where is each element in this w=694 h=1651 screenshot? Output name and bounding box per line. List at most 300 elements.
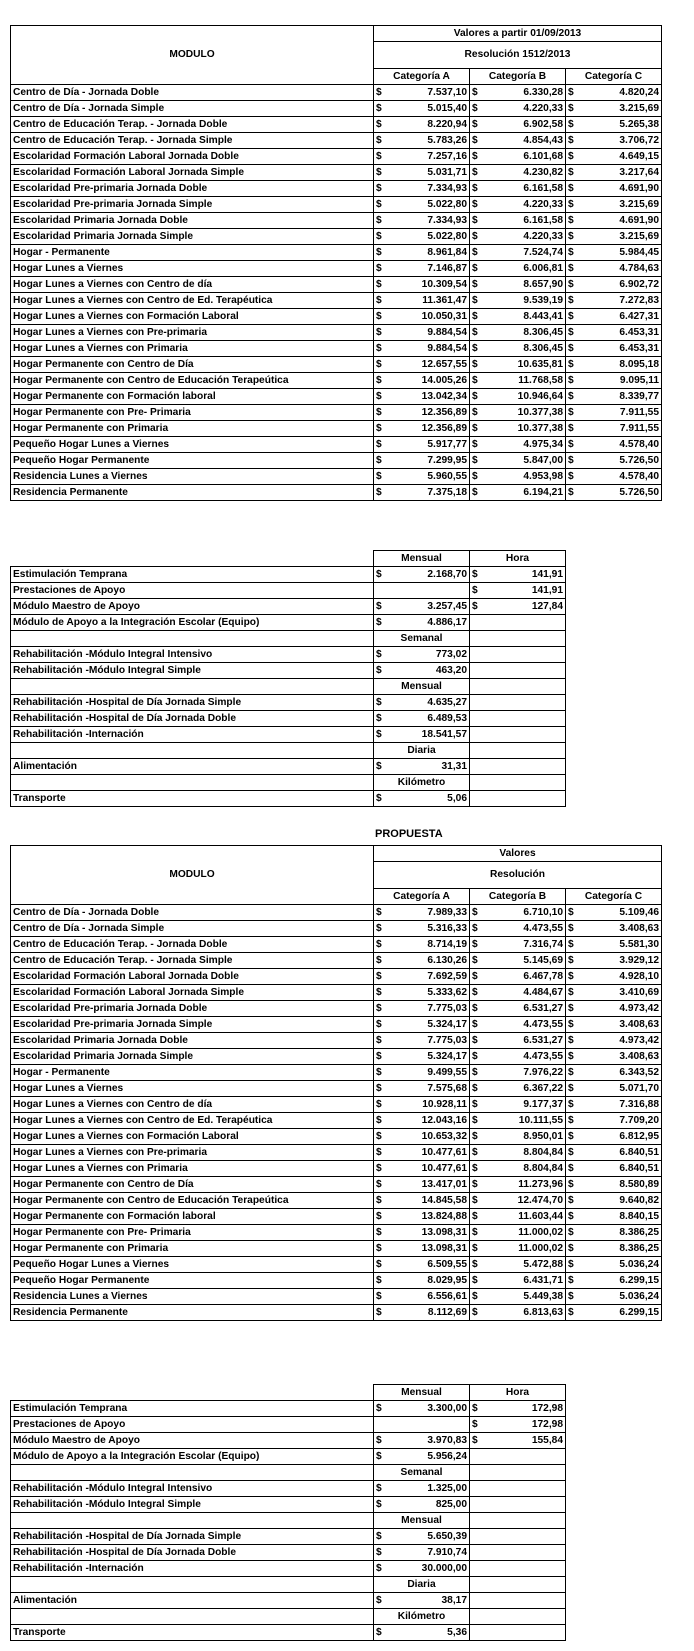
currency-symbol: $ <box>470 1257 486 1273</box>
table-row <box>11 213 662 229</box>
currency-symbol: $ <box>470 599 486 615</box>
table-row <box>11 197 662 213</box>
category-b-value: 8.443,41 <box>486 309 566 325</box>
category-a-value: 7.375,18 <box>390 485 470 501</box>
table-row <box>11 341 662 357</box>
currency-symbol: $ <box>470 985 486 1001</box>
transporte-row <box>11 1625 566 1641</box>
table-row <box>11 1241 662 1257</box>
category-a-value: 7.334,93 <box>390 181 470 197</box>
category-b-value: 8.306,45 <box>486 341 566 357</box>
row-label: Pequeño Hogar Permanente <box>11 453 374 469</box>
value: 31,31 <box>390 759 470 775</box>
currency-symbol: $ <box>374 1497 390 1513</box>
current-values-body <box>11 85 662 501</box>
category-a-value: 12.043,16 <box>390 1113 470 1129</box>
table-row <box>11 1097 662 1113</box>
category-a-value: 12.657,55 <box>390 357 470 373</box>
currency-symbol: $ <box>566 1129 582 1145</box>
row-label: Escolaridad Primaria Jornada Doble <box>11 1033 374 1049</box>
category-a-value: 7.575,68 <box>390 1081 470 1097</box>
semanal-subheader <box>11 1465 566 1481</box>
category-c-value: 4.578,40 <box>582 437 662 453</box>
value: 38,17 <box>390 1593 470 1609</box>
row-label: Escolaridad Formación Laboral Jornada Doble <box>11 969 374 985</box>
category-a-value: 9.884,54 <box>390 325 470 341</box>
row-label: Pequeño Hogar Permanente <box>11 1273 374 1289</box>
category-a-value: 8.029,95 <box>390 1273 470 1289</box>
currency-symbol: $ <box>470 1305 486 1321</box>
table-row <box>11 117 662 133</box>
category-c-value: 6.840,51 <box>582 1161 662 1177</box>
category-a-value: 5.783,26 <box>390 133 470 149</box>
propuesta-title: PROPUESTA <box>375 828 443 840</box>
row-label: Hogar Lunes a Viernes con Pre-primaria <box>11 325 374 341</box>
semanal-subheader-label: Semanal <box>374 631 470 647</box>
row-label: Rehabilitación -Módulo Integral Intensivo <box>11 1481 374 1497</box>
integracion-row <box>11 1449 566 1465</box>
currency-symbol: $ <box>566 165 582 181</box>
category-a-value: 5.324,17 <box>390 1017 470 1033</box>
currency-symbol: $ <box>566 1209 582 1225</box>
currency-symbol: $ <box>374 1481 390 1497</box>
category-a-value: 14.845,58 <box>390 1193 470 1209</box>
table-row <box>11 389 662 405</box>
currency-symbol: $ <box>470 469 486 485</box>
category-a-value: 5.022,80 <box>390 197 470 213</box>
value: 825,00 <box>390 1497 470 1513</box>
currency-symbol: $ <box>566 85 582 101</box>
currency-symbol: $ <box>566 229 582 245</box>
category-c-value: 4.691,90 <box>582 181 662 197</box>
currency-symbol: $ <box>566 373 582 389</box>
currency-symbol: $ <box>470 261 486 277</box>
category-c-value: 3.706,72 <box>582 133 662 149</box>
category-c-value: 4.691,90 <box>582 213 662 229</box>
currency-symbol: $ <box>374 1177 390 1193</box>
currency-symbol: $ <box>470 149 486 165</box>
currency-symbol: $ <box>470 1145 486 1161</box>
currency-symbol: $ <box>470 245 486 261</box>
row-label: Hogar Permanente con Centro de Educación Terapeútica <box>11 1193 374 1209</box>
category-a-value: 5.960,55 <box>390 469 470 485</box>
category-b-value: 6.431,71 <box>486 1273 566 1289</box>
currency-symbol: $ <box>374 1241 390 1257</box>
category-c-value: 4.784,63 <box>582 261 662 277</box>
internacion-row <box>11 1561 566 1577</box>
currency-symbol: $ <box>374 1097 390 1113</box>
category-b-value: 4.975,34 <box>486 437 566 453</box>
category-c-value: 7.911,55 <box>582 405 662 421</box>
row-label: Estimulación Temprana <box>11 1401 374 1417</box>
currency-symbol: $ <box>566 1113 582 1129</box>
category-c-value: 8.386,25 <box>582 1241 662 1257</box>
category-a-value: 7.989,33 <box>390 905 470 921</box>
currency-symbol: $ <box>470 1241 486 1257</box>
row-label: Residencia Lunes a Viernes <box>11 469 374 485</box>
currency-symbol: $ <box>374 261 390 277</box>
currency-symbol: $ <box>566 469 582 485</box>
currency-symbol: $ <box>374 791 390 807</box>
table-row <box>11 453 662 469</box>
category-b-value: 6.006,81 <box>486 261 566 277</box>
category-c-value: 6.902,72 <box>582 277 662 293</box>
currency-symbol: $ <box>566 921 582 937</box>
category-b-value: 11.273,96 <box>486 1177 566 1193</box>
table-row <box>11 1193 662 1209</box>
integracion-row <box>11 615 566 631</box>
currency-symbol: $ <box>470 357 486 373</box>
currency-symbol: $ <box>566 405 582 421</box>
hospital-simple-row <box>11 1529 566 1545</box>
value: 5,06 <box>390 791 470 807</box>
currency-symbol: $ <box>374 85 390 101</box>
kilometro-subheader-label: Kilómetro <box>374 775 470 791</box>
row-label: Hogar Lunes a Viernes con Formación Laboral <box>11 309 374 325</box>
category-c-value: 8.580,89 <box>582 1177 662 1193</box>
category-a-value: 14.005,26 <box>390 373 470 389</box>
diaria-subheader <box>11 743 566 759</box>
table-row <box>11 293 662 309</box>
category-c-value: 3.408,63 <box>582 1017 662 1033</box>
category-b-header: Categoría B <box>470 889 566 905</box>
currency-symbol: $ <box>374 905 390 921</box>
currency-symbol: $ <box>566 937 582 953</box>
category-c-value: 6.453,31 <box>582 325 662 341</box>
row-label: Módulo Maestro de Apoyo <box>11 599 374 615</box>
currency-symbol: $ <box>374 1113 390 1129</box>
category-c-value: 6.299,15 <box>582 1273 662 1289</box>
currency-symbol: $ <box>566 421 582 437</box>
category-c-value: 7.272,83 <box>582 293 662 309</box>
currency-symbol: $ <box>470 101 486 117</box>
table-row <box>11 373 662 389</box>
proposal-values-table <box>10 845 662 1321</box>
table-row <box>11 921 662 937</box>
table-row <box>11 1289 662 1305</box>
row-label: Centro de Día - Jornada Simple <box>11 921 374 937</box>
category-a-value: 7.775,03 <box>390 1033 470 1049</box>
currency-symbol: $ <box>374 325 390 341</box>
value: 5,36 <box>390 1625 470 1641</box>
currency-symbol: $ <box>566 485 582 501</box>
currency-symbol: $ <box>566 117 582 133</box>
category-a-value: 6.130,26 <box>390 953 470 969</box>
currency-symbol: $ <box>470 1081 486 1097</box>
currency-symbol: $ <box>374 1561 390 1577</box>
hora-value: 141,91 <box>486 567 566 583</box>
category-c-value: 5.036,24 <box>582 1289 662 1305</box>
currency-symbol: $ <box>374 293 390 309</box>
currency-symbol: $ <box>470 421 486 437</box>
category-b-value: 6.161,58 <box>486 213 566 229</box>
currency-symbol: $ <box>470 165 486 181</box>
currency-symbol: $ <box>566 985 582 1001</box>
modulo-header: MODULO <box>11 26 374 85</box>
category-c-value: 6.812,95 <box>582 1129 662 1145</box>
modulo-header: MODULO <box>11 846 374 905</box>
category-b-value: 11.768,58 <box>486 373 566 389</box>
prestaciones-row <box>11 1417 566 1433</box>
table-row <box>11 405 662 421</box>
table-row <box>11 1001 662 1017</box>
value: 30.000,00 <box>390 1561 470 1577</box>
hora-value: 127,84 <box>486 599 566 615</box>
estimulacion-row <box>11 1401 566 1417</box>
mensual-header: Mensual <box>374 551 470 567</box>
table-row <box>11 1257 662 1273</box>
category-c-value: 8.339,77 <box>582 389 662 405</box>
currency-symbol: $ <box>374 1145 390 1161</box>
hospital-doble-row <box>11 1545 566 1561</box>
currency-symbol: $ <box>470 1001 486 1017</box>
currency-symbol: $ <box>374 373 390 389</box>
row-label: Módulo de Apoyo a la Integración Escolar (Equipo) <box>11 615 374 631</box>
table-row <box>11 1049 662 1065</box>
row-label: Hogar Permanente con Pre- Primaria <box>11 1225 374 1241</box>
category-a-value: 7.257,16 <box>390 149 470 165</box>
currency-symbol: $ <box>374 117 390 133</box>
currency-symbol: $ <box>470 293 486 309</box>
category-c-value: 4.928,10 <box>582 969 662 985</box>
hospital-simple-row <box>11 695 566 711</box>
category-a-value: 5.316,33 <box>390 921 470 937</box>
category-b-value: 8.804,84 <box>486 1161 566 1177</box>
category-c-value: 6.453,31 <box>582 341 662 357</box>
row-label: Hogar - Permanente <box>11 1065 374 1081</box>
currency-symbol: $ <box>566 181 582 197</box>
row-label: Hogar Permanente con Centro de Educación Terapeútica <box>11 373 374 389</box>
table-row <box>11 325 662 341</box>
category-a-value: 6.509,55 <box>390 1257 470 1273</box>
category-a-value: 7.692,59 <box>390 969 470 985</box>
category-c-value: 3.217,64 <box>582 165 662 181</box>
currency-symbol: $ <box>470 1049 486 1065</box>
row-label: Rehabilitación -Hospital de Día Jornada Simple <box>11 1529 374 1545</box>
category-c-value: 7.316,88 <box>582 1097 662 1113</box>
row-label: Hogar Lunes a Viernes <box>11 1081 374 1097</box>
category-c-value: 5.726,50 <box>582 453 662 469</box>
hora-value: 172,98 <box>486 1417 566 1433</box>
category-c-value: 8.095,18 <box>582 357 662 373</box>
category-a-value: 10.477,61 <box>390 1161 470 1177</box>
currency-symbol: $ <box>374 1305 390 1321</box>
category-c-value: 4.649,15 <box>582 149 662 165</box>
currency-symbol: $ <box>374 759 390 775</box>
currency-symbol: $ <box>374 1529 390 1545</box>
category-a-value: 9.884,54 <box>390 341 470 357</box>
mensual-subheader-label: Mensual <box>374 679 470 695</box>
table-row <box>11 261 662 277</box>
currency-symbol: $ <box>566 277 582 293</box>
row-label: Transporte <box>11 1625 374 1641</box>
currency-symbol: $ <box>374 357 390 373</box>
row-label: Escolaridad Pre-primaria Jornada Simple <box>11 197 374 213</box>
row-label: Alimentación <box>11 759 374 775</box>
category-b-value: 4.220,33 <box>486 101 566 117</box>
category-b-value: 4.220,33 <box>486 197 566 213</box>
currency-symbol: $ <box>470 1417 486 1433</box>
row-label: Escolaridad Formación Laboral Jornada Simple <box>11 165 374 181</box>
category-c-value: 3.215,69 <box>582 101 662 117</box>
row-label: Hogar - Permanente <box>11 245 374 261</box>
currency-symbol: $ <box>470 1161 486 1177</box>
category-c-value: 3.215,69 <box>582 197 662 213</box>
table-row <box>11 1129 662 1145</box>
category-b-value: 6.467,78 <box>486 969 566 985</box>
row-label: Rehabilitación -Hospital de Día Jornada Doble <box>11 711 374 727</box>
category-a-value: 7.775,03 <box>390 1001 470 1017</box>
table-row <box>11 181 662 197</box>
row-label: Rehabilitación -Internación <box>11 1561 374 1577</box>
table-row <box>11 1225 662 1241</box>
currency-symbol: $ <box>374 985 390 1001</box>
currency-symbol: $ <box>374 181 390 197</box>
currency-symbol: $ <box>374 1161 390 1177</box>
category-c-value: 3.929,12 <box>582 953 662 969</box>
row-label: Rehabilitación -Hospital de Día Jornada Doble <box>11 1545 374 1561</box>
category-c-value: 6.840,51 <box>582 1145 662 1161</box>
values-header: Valores <box>374 846 662 862</box>
row-label: Estimulación Temprana <box>11 567 374 583</box>
category-a-value: 10.928,11 <box>390 1097 470 1113</box>
currency-symbol: $ <box>374 921 390 937</box>
category-a-value: 6.556,61 <box>390 1289 470 1305</box>
category-b-value: 10.946,64 <box>486 389 566 405</box>
currency-symbol: $ <box>374 695 390 711</box>
row-label: Hogar Permanente con Formación laboral <box>11 1209 374 1225</box>
currency-symbol: $ <box>374 453 390 469</box>
category-c-value: 5.726,50 <box>582 485 662 501</box>
value: 463,20 <box>390 663 470 679</box>
category-b-value: 4.473,55 <box>486 1017 566 1033</box>
table-row <box>11 357 662 373</box>
currency-symbol: $ <box>470 453 486 469</box>
mensual-value: 3.257,45 <box>390 599 470 615</box>
category-b-value: 10.111,55 <box>486 1113 566 1129</box>
row-label: Hogar Lunes a Viernes con Formación Laboral <box>11 1129 374 1145</box>
currency-symbol: $ <box>470 1033 486 1049</box>
currency-symbol: $ <box>374 969 390 985</box>
currency-symbol: $ <box>470 85 486 101</box>
category-b-value: 8.306,45 <box>486 325 566 341</box>
currency-symbol: $ <box>374 1193 390 1209</box>
table-row <box>11 1033 662 1049</box>
currency-symbol: $ <box>470 567 486 583</box>
category-a-value: 13.042,34 <box>390 389 470 405</box>
row-label: Rehabilitación -Módulo Integral Simple <box>11 663 374 679</box>
currency-symbol: $ <box>374 277 390 293</box>
table-row <box>11 937 662 953</box>
currency-symbol: $ <box>470 921 486 937</box>
mensual-subheader <box>11 679 566 695</box>
currency-symbol: $ <box>374 341 390 357</box>
category-a-value: 13.417,01 <box>390 1177 470 1193</box>
currency-symbol: $ <box>470 181 486 197</box>
category-b-value: 6.813,63 <box>486 1305 566 1321</box>
category-b-value: 4.473,55 <box>486 1049 566 1065</box>
currency-symbol: $ <box>566 453 582 469</box>
category-b-value: 6.367,22 <box>486 1081 566 1097</box>
row-label: Hogar Lunes a Viernes con Centro de Ed. Terapéutica <box>11 293 374 309</box>
currency-symbol: $ <box>374 1545 390 1561</box>
row-label: Centro de Educación Terap. - Jornada Simple <box>11 133 374 149</box>
currency-symbol: $ <box>470 1113 486 1129</box>
category-b-value: 5.847,00 <box>486 453 566 469</box>
currency-symbol: $ <box>374 727 390 743</box>
category-c-value: 5.109,46 <box>582 905 662 921</box>
category-b-value: 7.524,74 <box>486 245 566 261</box>
category-a-value: 11.361,47 <box>390 293 470 309</box>
row-label: Escolaridad Primaria Jornada Simple <box>11 229 374 245</box>
table-row <box>11 1273 662 1289</box>
diaria-subheader <box>11 1577 566 1593</box>
table-row <box>11 133 662 149</box>
category-b-value: 4.220,33 <box>486 229 566 245</box>
row-label: Centro de Día - Jornada Doble <box>11 905 374 921</box>
category-b-value: 7.316,74 <box>486 937 566 953</box>
currency-symbol: $ <box>566 1225 582 1241</box>
category-b-value: 6.161,58 <box>486 181 566 197</box>
currency-symbol: $ <box>470 969 486 985</box>
currency-symbol: $ <box>374 1273 390 1289</box>
currency-symbol: $ <box>470 1097 486 1113</box>
row-label: Escolaridad Pre-primaria Jornada Simple <box>11 1017 374 1033</box>
category-a-value: 8.961,84 <box>390 245 470 261</box>
row-label: Escolaridad Pre-primaria Jornada Doble <box>11 181 374 197</box>
category-b-header: Categoría B <box>470 69 566 85</box>
hora-header: Hora <box>470 1385 566 1401</box>
currency-symbol: $ <box>470 373 486 389</box>
currency-symbol: $ <box>374 1289 390 1305</box>
table-row <box>11 1065 662 1081</box>
row-label: Hogar Lunes a Viernes con Centro de Ed. Terapéutica <box>11 1113 374 1129</box>
currency-symbol: $ <box>374 1401 390 1417</box>
table-row <box>11 1145 662 1161</box>
current-extras-body <box>11 567 566 807</box>
table-row <box>11 277 662 293</box>
currency-symbol: $ <box>374 615 390 631</box>
table-row <box>11 1209 662 1225</box>
row-label: Residencia Permanente <box>11 1305 374 1321</box>
row-label: Centro de Día - Jornada Doble <box>11 85 374 101</box>
currency-symbol: $ <box>566 1145 582 1161</box>
mensual-value: 4.886,17 <box>390 615 470 631</box>
category-a-value: 7.334,93 <box>390 213 470 229</box>
category-a-value: 9.499,55 <box>390 1065 470 1081</box>
currency-symbol: $ <box>374 1049 390 1065</box>
mensual-subheader <box>11 1513 566 1529</box>
category-c-value: 4.578,40 <box>582 469 662 485</box>
currency-symbol: $ <box>470 953 486 969</box>
category-b-value: 6.531,27 <box>486 1001 566 1017</box>
currency-symbol: $ <box>374 937 390 953</box>
category-b-value: 4.230,82 <box>486 165 566 181</box>
category-c-value: 3.408,63 <box>582 921 662 937</box>
resolution-header: Resolución <box>374 862 662 889</box>
currency-symbol: $ <box>470 1209 486 1225</box>
currency-symbol: $ <box>374 245 390 261</box>
table-row <box>11 1081 662 1097</box>
currency-symbol: $ <box>374 133 390 149</box>
values-date-header: Valores a partir 01/09/2013 <box>374 26 662 42</box>
internacion-row <box>11 727 566 743</box>
table-row <box>11 421 662 437</box>
currency-symbol: $ <box>374 1257 390 1273</box>
transporte-row <box>11 791 566 807</box>
category-c-value: 8.840,15 <box>582 1209 662 1225</box>
row-label: Prestaciones de Apoyo <box>11 1417 374 1433</box>
